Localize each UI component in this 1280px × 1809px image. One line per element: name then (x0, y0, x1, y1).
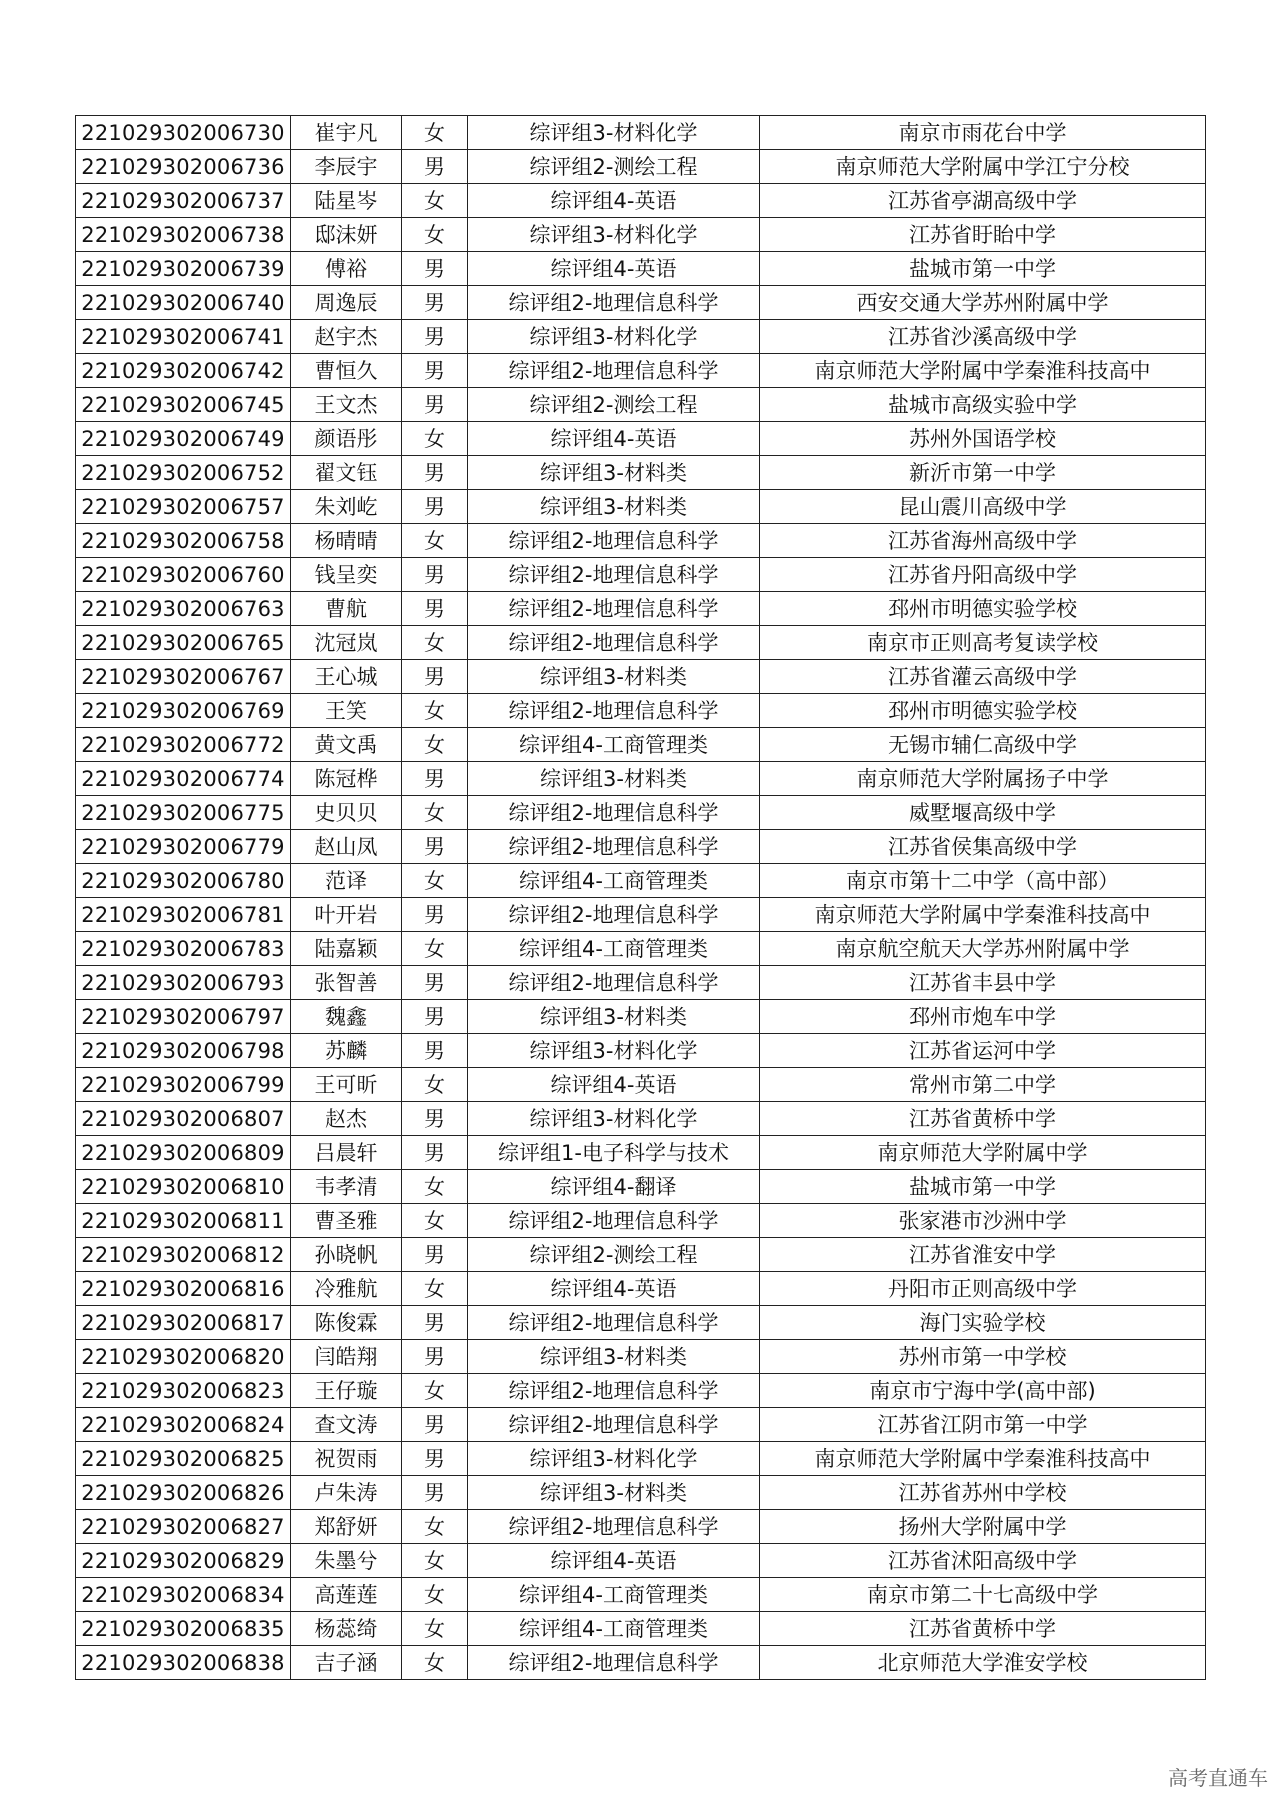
candidate-id-cell: 221029302006797 (76, 1000, 291, 1034)
student-name-cell: 杨晴晴 (291, 524, 402, 558)
table-row (76, 728, 1206, 762)
student-name-cell: 闫皓翔 (291, 1340, 402, 1374)
high-school-cell: 南京市宁海中学(高中部) (760, 1374, 1206, 1408)
program-group-cell: 综评组3-材料化学 (468, 218, 760, 252)
table-row (76, 626, 1206, 660)
admission-roster-table (75, 115, 1206, 1680)
candidate-id-cell: 221029302006834 (76, 1578, 291, 1612)
high-school-cell: 无锡市辅仁高级中学 (760, 728, 1206, 762)
gender-cell: 女 (402, 1374, 468, 1408)
student-name-cell: 周逸辰 (291, 286, 402, 320)
roster-body (76, 116, 1206, 1680)
gender-cell: 女 (402, 1544, 468, 1578)
program-group-cell: 综评组3-材料化学 (468, 1442, 760, 1476)
program-group-cell: 综评组2-地理信息科学 (468, 830, 760, 864)
candidate-id-cell: 221029302006823 (76, 1374, 291, 1408)
table-row (76, 218, 1206, 252)
student-name-cell: 祝贺雨 (291, 1442, 402, 1476)
program-group-cell: 综评组3-材料类 (468, 456, 760, 490)
candidate-id-cell: 221029302006827 (76, 1510, 291, 1544)
table-row (76, 932, 1206, 966)
program-group-cell: 综评组2-地理信息科学 (468, 592, 760, 626)
table-row (76, 456, 1206, 490)
candidate-id-cell: 221029302006810 (76, 1170, 291, 1204)
gender-cell: 男 (402, 1340, 468, 1374)
candidate-id-cell: 221029302006752 (76, 456, 291, 490)
table-row (76, 150, 1206, 184)
student-name-cell: 黄文禹 (291, 728, 402, 762)
table-row (76, 354, 1206, 388)
candidate-id-cell: 221029302006835 (76, 1612, 291, 1646)
candidate-id-cell: 221029302006736 (76, 150, 291, 184)
gender-cell: 男 (402, 1476, 468, 1510)
high-school-cell: 邳州市炮车中学 (760, 1000, 1206, 1034)
student-name-cell: 颜语彤 (291, 422, 402, 456)
program-group-cell: 综评组4-英语 (468, 252, 760, 286)
high-school-cell: 海门实验学校 (760, 1306, 1206, 1340)
gender-cell: 男 (402, 558, 468, 592)
program-group-cell: 综评组2-地理信息科学 (468, 1510, 760, 1544)
student-name-cell: 史贝贝 (291, 796, 402, 830)
high-school-cell: 南京市雨花台中学 (760, 116, 1206, 150)
candidate-id-cell: 221029302006826 (76, 1476, 291, 1510)
table-row (76, 1374, 1206, 1408)
watermark-text: 高考直通车 (1168, 1766, 1268, 1790)
student-name-cell: 郑舒妍 (291, 1510, 402, 1544)
candidate-id-cell: 221029302006739 (76, 252, 291, 286)
gender-cell: 男 (402, 762, 468, 796)
high-school-cell: 南京师范大学附属扬子中学 (760, 762, 1206, 796)
student-name-cell: 陆嘉颖 (291, 932, 402, 966)
gender-cell: 男 (402, 252, 468, 286)
gender-cell: 男 (402, 966, 468, 1000)
table-row (76, 422, 1206, 456)
table-row (76, 966, 1206, 1000)
high-school-cell: 江苏省淮安中学 (760, 1238, 1206, 1272)
candidate-id-cell: 221029302006817 (76, 1306, 291, 1340)
gender-cell: 女 (402, 932, 468, 966)
table-row (76, 898, 1206, 932)
gender-cell: 女 (402, 1068, 468, 1102)
high-school-cell: 江苏省侯集高级中学 (760, 830, 1206, 864)
gender-cell: 女 (402, 796, 468, 830)
high-school-cell: 南京市正则高考复读学校 (760, 626, 1206, 660)
high-school-cell: 江苏省运河中学 (760, 1034, 1206, 1068)
student-name-cell: 李辰宇 (291, 150, 402, 184)
high-school-cell: 南京市第十二中学（高中部） (760, 864, 1206, 898)
table-row (76, 1646, 1206, 1680)
student-name-cell: 范译 (291, 864, 402, 898)
high-school-cell: 江苏省亭湖高级中学 (760, 184, 1206, 218)
student-name-cell: 陈冠桦 (291, 762, 402, 796)
gender-cell: 男 (402, 388, 468, 422)
high-school-cell: 张家港市沙洲中学 (760, 1204, 1206, 1238)
candidate-id-cell: 221029302006740 (76, 286, 291, 320)
gender-cell: 男 (402, 830, 468, 864)
gender-cell: 女 (402, 1646, 468, 1680)
candidate-id-cell: 221029302006760 (76, 558, 291, 592)
table-row (76, 1034, 1206, 1068)
program-group-cell: 综评组4-工商管理类 (468, 932, 760, 966)
program-group-cell: 综评组3-材料类 (468, 762, 760, 796)
program-group-cell: 综评组2-地理信息科学 (468, 966, 760, 1000)
student-name-cell: 高莲莲 (291, 1578, 402, 1612)
student-name-cell: 魏鑫 (291, 1000, 402, 1034)
program-group-cell: 综评组4-英语 (468, 184, 760, 218)
candidate-id-cell: 221029302006775 (76, 796, 291, 830)
high-school-cell: 江苏省黄桥中学 (760, 1612, 1206, 1646)
student-name-cell: 翟文钰 (291, 456, 402, 490)
high-school-cell: 南京航空航天大学苏州附属中学 (760, 932, 1206, 966)
program-group-cell: 综评组2-地理信息科学 (468, 796, 760, 830)
candidate-id-cell: 221029302006758 (76, 524, 291, 558)
table-row (76, 1476, 1206, 1510)
program-group-cell: 综评组2-地理信息科学 (468, 1374, 760, 1408)
student-name-cell: 苏麟 (291, 1034, 402, 1068)
high-school-cell: 苏州市第一中学校 (760, 1340, 1206, 1374)
student-name-cell: 查文涛 (291, 1408, 402, 1442)
table-row (76, 1204, 1206, 1238)
student-name-cell: 崔宇凡 (291, 116, 402, 150)
gender-cell: 男 (402, 592, 468, 626)
candidate-id-cell: 221029302006767 (76, 660, 291, 694)
high-school-cell: 江苏省海州高级中学 (760, 524, 1206, 558)
program-group-cell: 综评组2-地理信息科学 (468, 286, 760, 320)
high-school-cell: 江苏省黄桥中学 (760, 1102, 1206, 1136)
high-school-cell: 昆山震川高级中学 (760, 490, 1206, 524)
program-group-cell: 综评组3-材料类 (468, 1340, 760, 1374)
high-school-cell: 南京师范大学附属中学江宁分校 (760, 150, 1206, 184)
table-row (76, 490, 1206, 524)
table-row (76, 694, 1206, 728)
table-row (76, 592, 1206, 626)
gender-cell: 女 (402, 864, 468, 898)
student-name-cell: 陆星岑 (291, 184, 402, 218)
program-group-cell: 综评组4-英语 (468, 422, 760, 456)
gender-cell: 男 (402, 490, 468, 524)
high-school-cell: 扬州大学附属中学 (760, 1510, 1206, 1544)
program-group-cell: 综评组3-材料类 (468, 1000, 760, 1034)
high-school-cell: 江苏省沭阳高级中学 (760, 1544, 1206, 1578)
gender-cell: 男 (402, 1306, 468, 1340)
table-row (76, 1068, 1206, 1102)
high-school-cell: 新沂市第一中学 (760, 456, 1206, 490)
gender-cell: 女 (402, 218, 468, 252)
program-group-cell: 综评组3-材料化学 (468, 116, 760, 150)
high-school-cell: 盐城市第一中学 (760, 1170, 1206, 1204)
gender-cell: 男 (402, 354, 468, 388)
candidate-id-cell: 221029302006781 (76, 898, 291, 932)
candidate-id-cell: 221029302006772 (76, 728, 291, 762)
student-name-cell: 吉子涵 (291, 1646, 402, 1680)
candidate-id-cell: 221029302006838 (76, 1646, 291, 1680)
high-school-cell: 江苏省丹阳高级中学 (760, 558, 1206, 592)
table-row (76, 1136, 1206, 1170)
high-school-cell: 江苏省江阴市第一中学 (760, 1408, 1206, 1442)
table-row (76, 796, 1206, 830)
candidate-id-cell: 221029302006730 (76, 116, 291, 150)
student-name-cell: 曹恒久 (291, 354, 402, 388)
program-group-cell: 综评组4-英语 (468, 1068, 760, 1102)
table-row (76, 864, 1206, 898)
gender-cell: 女 (402, 116, 468, 150)
gender-cell: 男 (402, 1408, 468, 1442)
program-group-cell: 综评组1-电子科学与技术 (468, 1136, 760, 1170)
student-name-cell: 曹圣雅 (291, 1204, 402, 1238)
student-name-cell: 王心城 (291, 660, 402, 694)
table-row (76, 1510, 1206, 1544)
gender-cell: 男 (402, 1034, 468, 1068)
candidate-id-cell: 221029302006825 (76, 1442, 291, 1476)
candidate-id-cell: 221029302006749 (76, 422, 291, 456)
table-row (76, 660, 1206, 694)
candidate-id-cell: 221029302006738 (76, 218, 291, 252)
program-group-cell: 综评组3-材料化学 (468, 1034, 760, 1068)
student-name-cell: 沈冠岚 (291, 626, 402, 660)
student-name-cell: 孙晓帆 (291, 1238, 402, 1272)
high-school-cell: 南京师范大学附属中学秦淮科技高中 (760, 354, 1206, 388)
table-row (76, 524, 1206, 558)
gender-cell: 女 (402, 1578, 468, 1612)
student-name-cell: 朱墨兮 (291, 1544, 402, 1578)
gender-cell: 女 (402, 626, 468, 660)
program-group-cell: 综评组2-地理信息科学 (468, 1408, 760, 1442)
student-name-cell: 赵宇杰 (291, 320, 402, 354)
candidate-id-cell: 221029302006807 (76, 1102, 291, 1136)
high-school-cell: 苏州外国语学校 (760, 422, 1206, 456)
candidate-id-cell: 221029302006816 (76, 1272, 291, 1306)
table-row (76, 1612, 1206, 1646)
program-group-cell: 综评组3-材料化学 (468, 1102, 760, 1136)
student-name-cell: 钱呈奕 (291, 558, 402, 592)
table-row (76, 558, 1206, 592)
gender-cell: 女 (402, 1204, 468, 1238)
high-school-cell: 江苏省盱眙中学 (760, 218, 1206, 252)
student-name-cell: 王仔璇 (291, 1374, 402, 1408)
gender-cell: 女 (402, 524, 468, 558)
program-group-cell: 综评组2-地理信息科学 (468, 898, 760, 932)
candidate-id-cell: 221029302006780 (76, 864, 291, 898)
candidate-id-cell: 221029302006799 (76, 1068, 291, 1102)
gender-cell: 男 (402, 286, 468, 320)
table-row (76, 1408, 1206, 1442)
table-row (76, 1272, 1206, 1306)
candidate-id-cell: 221029302006742 (76, 354, 291, 388)
program-group-cell: 综评组4-工商管理类 (468, 1578, 760, 1612)
program-group-cell: 综评组3-材料类 (468, 1476, 760, 1510)
table-row (76, 184, 1206, 218)
candidate-id-cell: 221029302006763 (76, 592, 291, 626)
high-school-cell: 盐城市第一中学 (760, 252, 1206, 286)
candidate-id-cell: 221029302006757 (76, 490, 291, 524)
table-row (76, 1442, 1206, 1476)
table-row (76, 1340, 1206, 1374)
candidate-id-cell: 221029302006798 (76, 1034, 291, 1068)
candidate-id-cell: 221029302006769 (76, 694, 291, 728)
program-group-cell: 综评组3-材料类 (468, 660, 760, 694)
gender-cell: 男 (402, 150, 468, 184)
program-group-cell: 综评组4-英语 (468, 1272, 760, 1306)
candidate-id-cell: 221029302006812 (76, 1238, 291, 1272)
gender-cell: 男 (402, 660, 468, 694)
gender-cell: 男 (402, 1000, 468, 1034)
program-group-cell: 综评组3-材料化学 (468, 320, 760, 354)
student-name-cell: 王可昕 (291, 1068, 402, 1102)
candidate-id-cell: 221029302006779 (76, 830, 291, 864)
candidate-id-cell: 221029302006745 (76, 388, 291, 422)
program-group-cell: 综评组2-地理信息科学 (468, 1306, 760, 1340)
high-school-cell: 江苏省灌云高级中学 (760, 660, 1206, 694)
program-group-cell: 综评组2-测绘工程 (468, 1238, 760, 1272)
table-row (76, 830, 1206, 864)
student-name-cell: 吕晨轩 (291, 1136, 402, 1170)
program-group-cell: 综评组4-工商管理类 (468, 864, 760, 898)
gender-cell: 男 (402, 1136, 468, 1170)
high-school-cell: 江苏省苏州中学校 (760, 1476, 1206, 1510)
student-name-cell: 张智善 (291, 966, 402, 1000)
student-name-cell: 朱刘屹 (291, 490, 402, 524)
table-row (76, 320, 1206, 354)
table-row (76, 1102, 1206, 1136)
candidate-id-cell: 221029302006793 (76, 966, 291, 1000)
gender-cell: 女 (402, 728, 468, 762)
student-name-cell: 杨蕊绮 (291, 1612, 402, 1646)
program-group-cell: 综评组4-工商管理类 (468, 1612, 760, 1646)
table-row (76, 1578, 1206, 1612)
program-group-cell: 综评组2-测绘工程 (468, 150, 760, 184)
student-name-cell: 王笑 (291, 694, 402, 728)
high-school-cell: 西安交通大学苏州附属中学 (760, 286, 1206, 320)
gender-cell: 男 (402, 456, 468, 490)
table-row (76, 762, 1206, 796)
high-school-cell: 江苏省沙溪高级中学 (760, 320, 1206, 354)
high-school-cell: 威墅堰高级中学 (760, 796, 1206, 830)
program-group-cell: 综评组2-地理信息科学 (468, 1646, 760, 1680)
student-name-cell: 卢朱涛 (291, 1476, 402, 1510)
student-name-cell: 叶开岩 (291, 898, 402, 932)
student-name-cell: 曹航 (291, 592, 402, 626)
student-name-cell: 冷雅航 (291, 1272, 402, 1306)
high-school-cell: 常州市第二中学 (760, 1068, 1206, 1102)
program-group-cell: 综评组2-地理信息科学 (468, 354, 760, 388)
table-row (76, 116, 1206, 150)
high-school-cell: 南京师范大学附属中学秦淮科技高中 (760, 898, 1206, 932)
student-name-cell: 邸沫妍 (291, 218, 402, 252)
table-row (76, 1170, 1206, 1204)
gender-cell: 女 (402, 1612, 468, 1646)
gender-cell: 女 (402, 694, 468, 728)
program-group-cell: 综评组2-地理信息科学 (468, 694, 760, 728)
high-school-cell: 江苏省丰县中学 (760, 966, 1206, 1000)
table-row (76, 1238, 1206, 1272)
candidate-id-cell: 221029302006765 (76, 626, 291, 660)
table-row (76, 252, 1206, 286)
program-group-cell: 综评组2-地理信息科学 (468, 1204, 760, 1238)
high-school-cell: 盐城市高级实验中学 (760, 388, 1206, 422)
gender-cell: 女 (402, 184, 468, 218)
gender-cell: 女 (402, 422, 468, 456)
high-school-cell: 丹阳市正则高级中学 (760, 1272, 1206, 1306)
student-name-cell: 赵山凤 (291, 830, 402, 864)
candidate-id-cell: 221029302006811 (76, 1204, 291, 1238)
program-group-cell: 综评组4-英语 (468, 1544, 760, 1578)
program-group-cell: 综评组2-地理信息科学 (468, 626, 760, 660)
program-group-cell: 综评组4-翻译 (468, 1170, 760, 1204)
candidate-id-cell: 221029302006809 (76, 1136, 291, 1170)
student-name-cell: 王文杰 (291, 388, 402, 422)
high-school-cell: 邳州市明德实验学校 (760, 694, 1206, 728)
student-name-cell: 傅裕 (291, 252, 402, 286)
candidate-id-cell: 221029302006741 (76, 320, 291, 354)
table-row (76, 1000, 1206, 1034)
table-row (76, 286, 1206, 320)
gender-cell: 男 (402, 1442, 468, 1476)
candidate-id-cell: 221029302006829 (76, 1544, 291, 1578)
student-name-cell: 韦孝清 (291, 1170, 402, 1204)
program-group-cell: 综评组2-测绘工程 (468, 388, 760, 422)
student-name-cell: 赵杰 (291, 1102, 402, 1136)
candidate-id-cell: 221029302006783 (76, 932, 291, 966)
program-group-cell: 综评组3-材料类 (468, 490, 760, 524)
high-school-cell: 南京市第二十七高级中学 (760, 1578, 1206, 1612)
gender-cell: 男 (402, 1238, 468, 1272)
high-school-cell: 南京师范大学附属中学 (760, 1136, 1206, 1170)
program-group-cell: 综评组4-工商管理类 (468, 728, 760, 762)
gender-cell: 男 (402, 898, 468, 932)
student-name-cell: 陈俊霖 (291, 1306, 402, 1340)
program-group-cell: 综评组2-地理信息科学 (468, 524, 760, 558)
gender-cell: 女 (402, 1170, 468, 1204)
gender-cell: 男 (402, 1102, 468, 1136)
high-school-cell: 邳州市明德实验学校 (760, 592, 1206, 626)
table-row (76, 1544, 1206, 1578)
candidate-id-cell: 221029302006820 (76, 1340, 291, 1374)
program-group-cell: 综评组2-地理信息科学 (468, 558, 760, 592)
table-row (76, 388, 1206, 422)
high-school-cell: 南京师范大学附属中学秦淮科技高中 (760, 1442, 1206, 1476)
gender-cell: 女 (402, 1272, 468, 1306)
gender-cell: 男 (402, 320, 468, 354)
candidate-id-cell: 221029302006824 (76, 1408, 291, 1442)
candidate-id-cell: 221029302006737 (76, 184, 291, 218)
table-row (76, 1306, 1206, 1340)
gender-cell: 女 (402, 1510, 468, 1544)
high-school-cell: 北京师范大学淮安学校 (760, 1646, 1206, 1680)
candidate-id-cell: 221029302006774 (76, 762, 291, 796)
